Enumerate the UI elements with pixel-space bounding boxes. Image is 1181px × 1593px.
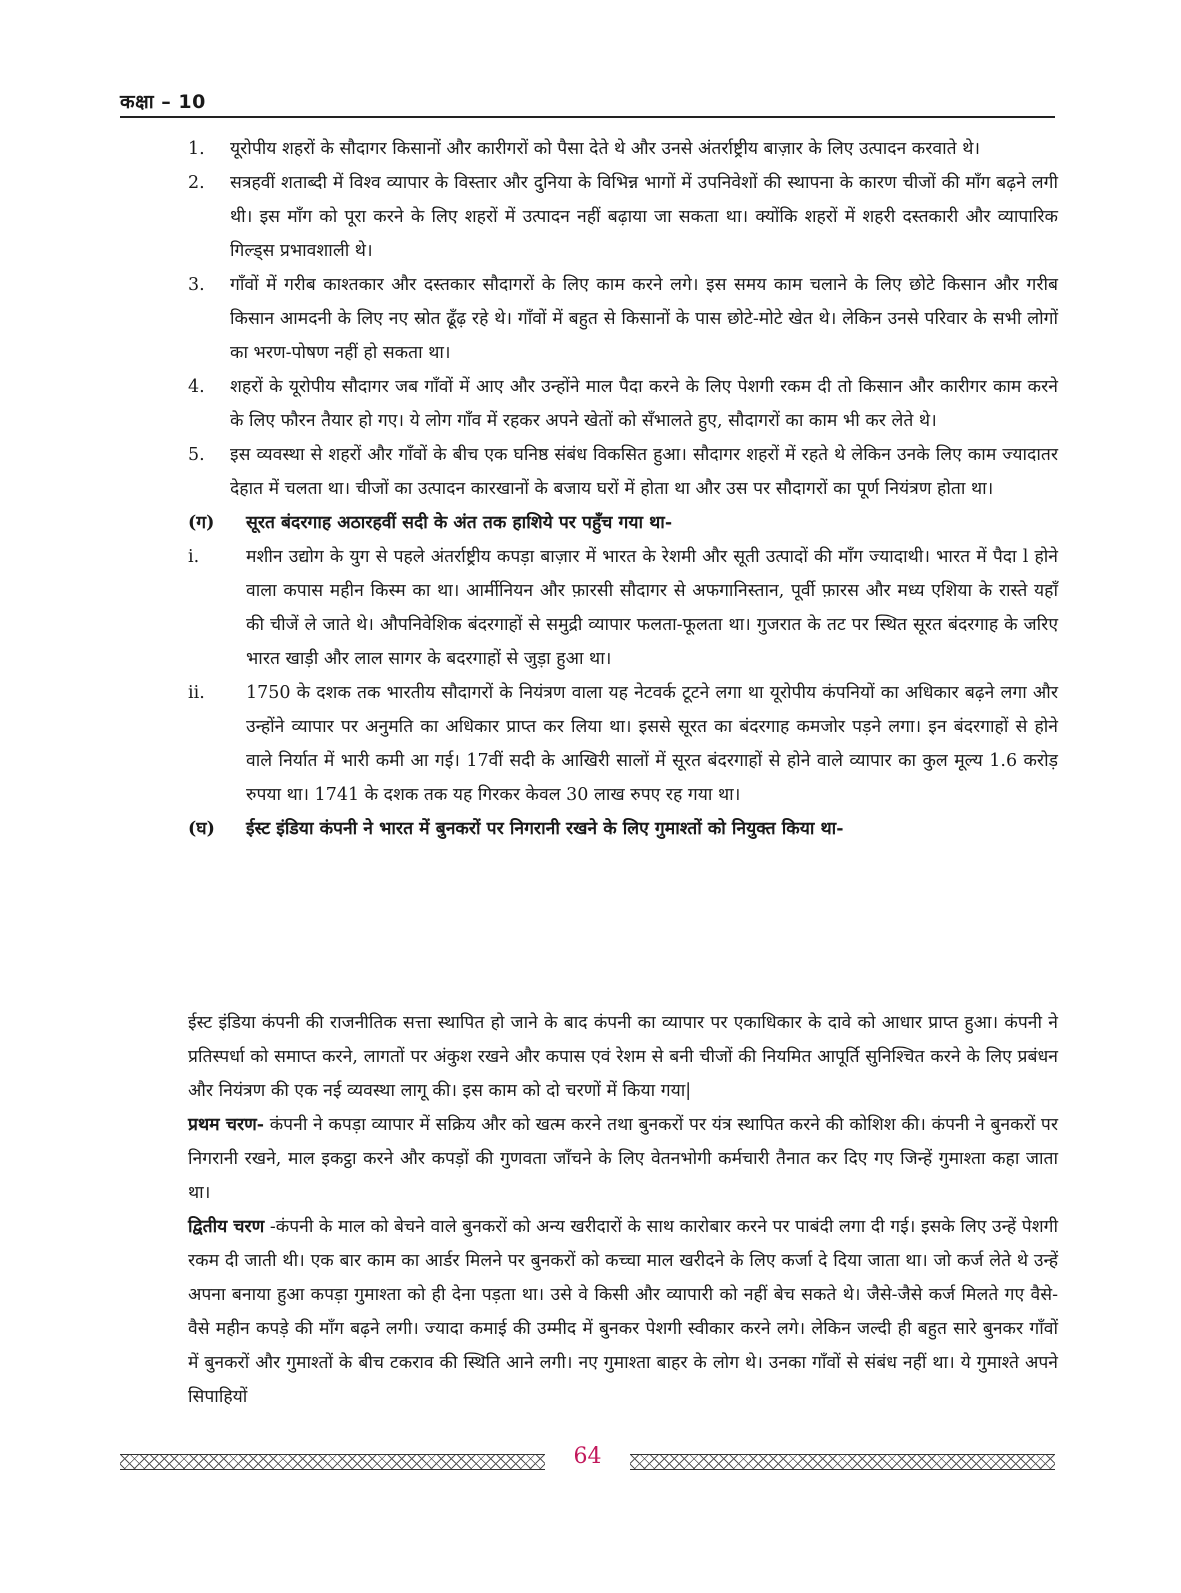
class-title: कक्षा – 10 (120, 91, 206, 113)
item-number: 4. (188, 377, 205, 397)
page-footer (120, 1446, 1055, 1476)
main-content (188, 132, 1058, 846)
body-text (188, 1006, 1058, 1414)
footer-ornament-left (120, 1454, 545, 1470)
stage-two-label: द्वितीय चरण (188, 1217, 265, 1237)
item-text: सत्रहवीं शताब्दी में विश्व व्यापार के विस्तार और दुनिया के विभिन्न भागों में उपनिवेशों की स्थापना के कारण चीजों की माँग बढ़ने लगी थी। इस माँग को पूरा करने के लिए शहरों में उत्पादन नहीं बढ़ाया जा सकता था। क्योंकि शहरों में शहरी दस्तकारी और व्यापारिक गिल्ड्स प्रभावशाली थे। (230, 173, 1058, 261)
list-item (188, 676, 1058, 812)
item-text: यूरोपीय शहरों के सौदागर किसानों और कारीगरों को पैसा देते थे और उनसे अंतर्राष्ट्रीय बाज़ार के लिए उत्पादन करवाते थे। (230, 139, 981, 159)
list-item (188, 132, 1058, 166)
list-item (188, 438, 1058, 506)
stage-two-paragraph (188, 1210, 1058, 1414)
item-number: 5. (188, 445, 205, 465)
item-text: गाँवों में गरीब काश्तकार और दस्तकार सौदागरों के लिए काम करने लगे। इस समय काम चलाने के लिए छोटे किसान और गरीब किसान आमदनी के लिए नए स्रोत ढूँढ़ रहे थे। गाँवों में बहुत से किसानों के पास छोटे-मोटे खेत थे। लेकिन उनसे परिवार के सभी लोगों का भरण-पोषण नहीं हो सकता था। (230, 275, 1058, 363)
intro-paragraph: ईस्ट इंडिया कंपनी की राजनीतिक सत्ता स्थापित हो जाने के बाद कंपनी का व्यापार पर एकाधिकार के दावे को आधार प्राप्त हुआ। कंपनी ने प्रतिस्पर्धा को समाप्त करने, लागतों पर अंकुश रखने और कपास एवं रेशम से बनी चीजों की नियमित आपूर्ति सुनिश्चित करने के लिए प्रबंधन और नियंत्रण की एक नई व्यवस्था लागू की। इस काम को दो चरणों में किया गया| (188, 1013, 1058, 1101)
footer-ornament-right (630, 1454, 1055, 1470)
item-text: शहरों के यूरोपीय सौदागर जब गाँवों में आए और उन्होंने माल पैदा करने के लिए पेशगी रकम दी तो किसान और कारीगर काम करने के लिए फौरन तैयार हो गए। ये लोग गाँव में रहकर अपने खेतों को सँभालते हुए, सौदागरों का काम भी कर लेते थे। (230, 377, 1058, 431)
list-item (188, 370, 1058, 438)
stage-two-text: -कंपनी के माल को बेचने वाले बुनकरों को अन्य खरीदारों के साथ कारोबार करने पर पाबंदी लगा दी गई। इसके लिए उन्हें पेशगी रकम दी जाती थी। एक बार काम का आर्डर मिलने पर बुनकरों को कच्चा माल खरीदने के लिए कर्जा दे दिया जाता था। जो कर्ज लेते थे उन्हें अपना बनाया हुआ कपड़ा गुमाश्ता को ही देना पड़ता था। उसे वे किसी और व्यापारी को नहीं बेच सकते थे। जैसे-जैसे कर्ज मिलते गए वैसे-वैसे महीन कपड़े की माँग बढ़ने लगी। ज्यादा कमाई की उम्मीद में बुनकर पेशगी स्वीकार करने लगे। लेकिन जल्दी ही बहुत सारे बुनकर गाँवों में बुनकरों और गुमाश्तों के बीच टकराव की स्थिति आने लगी। नए गुमाश्ता बाहर के लोग थे। उनका गाँवों से संबंध नहीं था। ये गुमाश्ते अपने सिपाहियों (188, 1217, 1058, 1407)
section-label: (ग) (188, 513, 215, 533)
section-label: (घ) (188, 819, 215, 839)
section-heading-ga (188, 506, 1058, 540)
item-text: मशीन उद्योग के युग से पहले अंतर्राष्ट्रीय कपड़ा बाज़ार में भारत के रेशमी और सूती उत्पादों की माँग ज्यादाथी। भारत में पैदा l होने वाला कपास महीन किस्म का था। आर्मीनियन और फ़ारसी सौदागर से अफगानिस्तान, पूर्वी फ़ारस और मध्य एशिया के रास्ते यहाँ की चीजें ले जाते थे। औपनिवेशिक बंदरगाहों से समुद्री व्यापार फलता-फूलता था। गुजरात के तट पर स्थित सूरत बंदरगाह के जरिए भारत खाड़ी और लाल सागर के बदरगाहों से जुड़ा हुआ था। (246, 547, 1058, 669)
header-rule (120, 116, 1055, 118)
list-item (188, 268, 1058, 370)
item-number: ii. (188, 683, 205, 703)
item-number: i. (188, 547, 200, 567)
page-number: 64 (573, 1444, 602, 1469)
item-number: 3. (188, 275, 205, 295)
section-heading-gha (188, 812, 1058, 846)
item-text: 1750 के दशक तक भारतीय सौदागरों के नियंत्रण वाला यह नेटवर्क टूटने लगा था यूरोपीय कंपनियों का अधिकार बढ़ने लगा और उन्होंने व्यापार पर अनुमति का अधिकार प्राप्त कर लिया था। इससे सूरत का बंदरगाह कमजोर पड़ने लगा। इन बंदरगाहों से होने वाले निर्यात में भारी कमी आ गई। 17वीं सदी के आखिरी सालों में सूरत बंदरगाहों से होने वाले व्यापार का कुल मूल्य 1.6 करोड़ रुपया था। 1741 के दशक तक यह गिरकर केवल 30 लाख रुपए रह गया था। (246, 683, 1058, 805)
item-text: इस व्यवस्था से शहरों और गाँवों के बीच एक घनिष्ठ संबंध विकसित हुआ। सौदागर शहरों में रहते थे लेकिन उनके लिए काम ज्यादातर देहात में चलता था। चीजों का उत्पादन कारखानों के बजाय घरों में होता था और उस पर सौदागरों का पूर्ण नियंत्रण होता था। (230, 445, 1058, 499)
section-title: सूरत बंदरगाह अठारहवीं सदी के अंत तक हाशिये पर पहुँच गया था- (246, 513, 673, 533)
item-number: 1. (188, 139, 205, 159)
page-header (120, 88, 1055, 114)
list-item (188, 166, 1058, 268)
stage-one-label: प्रथम चरण- (188, 1115, 265, 1135)
list-item (188, 540, 1058, 676)
stage-one-text: कंपनी ने कपड़ा व्यापार में सक्रिय और को खत्म करने तथा बुनकरों पर यंत्र स्थापित करने की कोशिश की। कंपनी ने बुनकरों पर निगरानी रखने, माल इकट्ठा करने और कपड़ों की गुणवता जाँचने के लिए वेतनभोगी कर्मचारी तैनात कर दिए गए जिन्हें गुमाश्ता कहा जाता था। (188, 1115, 1058, 1203)
section-title: ईस्ट इंडिया कंपनी ने भारत में बुनकरों पर निगरानी रखने के लिए गुमाश्तों को नियुक्त किया था- (246, 819, 844, 839)
item-number: 2. (188, 173, 205, 193)
stage-one-paragraph (188, 1108, 1058, 1210)
